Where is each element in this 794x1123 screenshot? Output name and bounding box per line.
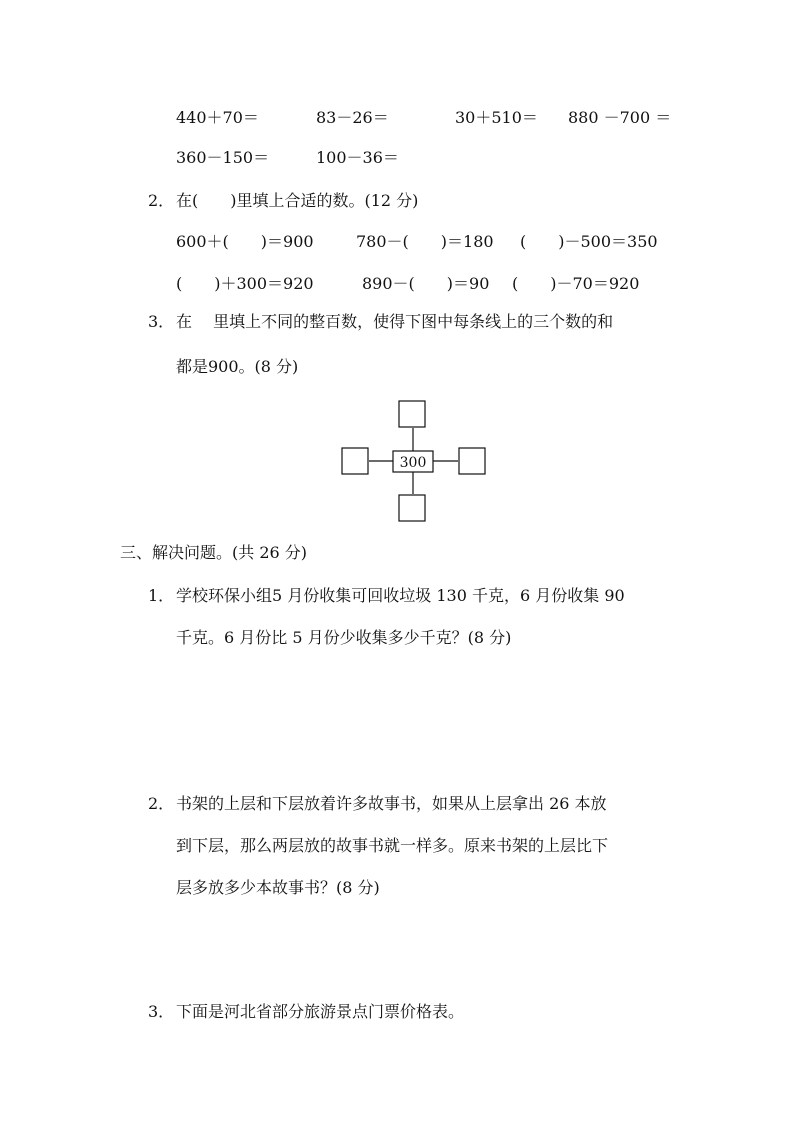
calc-item: 30＋510＝ — [455, 108, 538, 127]
fill-blank-item: 600＋( )＝900 — [176, 232, 314, 251]
question-text-line: 学校环保小组5 月份收集可回收垃圾 130 千克，6 月份收集 90 — [176, 586, 625, 605]
blank-box-right — [459, 448, 485, 474]
fill-blank-item: ( )－70＝920 — [512, 274, 640, 293]
fill-blank-item: 890－( )＝90 — [362, 274, 490, 293]
question-text-line: 在 里填上不同的整百数，使得下图中每条线上的三个数的和 — [176, 312, 614, 331]
question-number: 1． — [148, 586, 175, 605]
question-text-line: 下面是河北省部分旅游景点门票价格表。 — [176, 1002, 465, 1021]
section-title: 三、解决问题。(共 26 分) — [120, 543, 308, 562]
question-text-line: 到下层，那么两层放的故事书就一样多。原来书架的上层比下 — [176, 836, 609, 855]
question-title: 在( )里填上合适的数。(12 分) — [176, 191, 419, 210]
cross-diagram — [340, 399, 488, 524]
calc-item: 360－150＝ — [176, 148, 270, 167]
blank-box-left — [342, 448, 368, 474]
calc-item: 440＋70＝ — [176, 108, 259, 127]
question-text-line: 都是900。(8 分) — [176, 357, 299, 376]
question-number: 2． — [148, 191, 175, 210]
question-text-line: 书架的上层和下层放着许多故事书，如果从上层拿出 26 本放 — [176, 794, 607, 813]
fill-blank-item: ( )－500＝350 — [520, 232, 658, 251]
question-number: 2． — [148, 794, 175, 813]
calc-item: 880 －700 ＝ — [568, 108, 672, 127]
question-number: 3． — [148, 1002, 175, 1021]
blank-box-bottom — [399, 495, 425, 521]
fill-blank-item: ( )＋300＝920 — [176, 274, 314, 293]
center-value: 300 — [399, 455, 427, 471]
fill-blank-item: 780－( )＝180 — [356, 232, 494, 251]
blank-box-top — [399, 401, 425, 427]
question-text-line: 层多放多少本故事书？(8 分) — [176, 878, 380, 897]
question-text-line: 千克。6 月份比 5 月份少收集多少千克？(8 分) — [176, 628, 512, 647]
question-number: 3． — [148, 312, 175, 331]
calc-item: 100－36＝ — [316, 148, 399, 167]
calc-item: 83－26＝ — [316, 108, 389, 127]
